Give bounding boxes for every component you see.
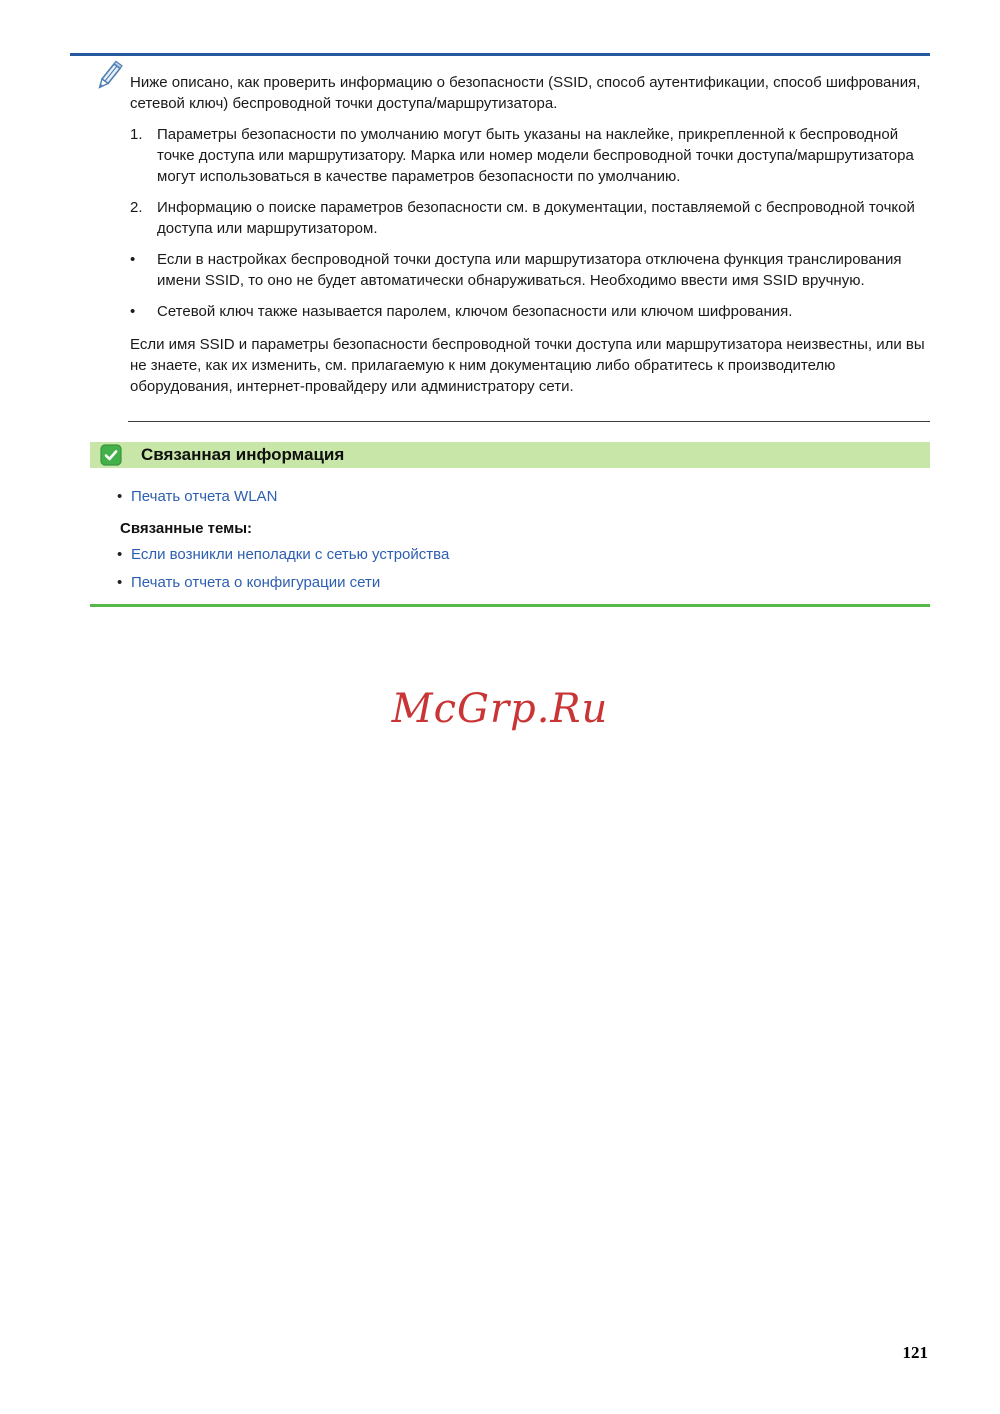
note-bullet-item xyxy=(130,301,930,322)
link-network-troubleshooting[interactable]: Если возникли неполадки с сетью устройства xyxy=(131,545,450,563)
list-bullet: • xyxy=(130,303,136,320)
note-item-text: Параметры безопасности по умолчанию могут быть указаны на наклейке, прикрепленной к беспроводной точке доступа или маршрутизатору. Марка или номер модели беспроводной точки доступа/маршрутизатора могут использоваться в качестве параметров безопасности по умолчанию. xyxy=(157,126,914,185)
related-topics-title: Связанные темы: xyxy=(120,519,253,537)
page-number: 121 xyxy=(902,1343,928,1362)
note-item-text: Информацию о поиске параметров безопасности см. в документации, поставляемой с беспроводной точкой доступа или маршрутизатором. xyxy=(157,199,915,237)
list-bullet: • xyxy=(117,488,123,505)
checkmark-icon xyxy=(100,444,122,466)
note-item-text: Сетевой ключ также называется паролем, ключом безопасности или ключом шифрования. xyxy=(157,303,793,320)
link-network-config-report[interactable]: Печать отчета о конфигурации сети xyxy=(131,573,381,591)
related-topic-item xyxy=(90,574,930,593)
list-bullet: • xyxy=(117,573,123,591)
note-item-text: Если в настройках беспроводной точки доступа или маршрутизатора отключена функция транслирования имени SSID, то оно не будет автоматически обнаруживаться. Необходимо ввести имя SSID вручную. xyxy=(157,251,902,289)
note-numbered-item xyxy=(130,197,930,239)
watermark-text: McGrp.Ru xyxy=(391,686,609,732)
related-info-header xyxy=(90,442,930,468)
note-intro-text: Ниже описано, как проверить информацию о безопасности (SSID, способ аутентификации, способ шифрования, сетевой ключ) беспроводной точки доступа/маршрутизатора. xyxy=(130,74,921,112)
related-topic-item xyxy=(90,546,930,565)
note-bottom-divider xyxy=(128,421,930,422)
related-info-section xyxy=(90,442,930,607)
note-numbered-item xyxy=(130,124,930,187)
related-link-item xyxy=(90,488,930,507)
note-block xyxy=(130,72,930,397)
list-number: 1. xyxy=(130,126,143,143)
note-closing-text: Если имя SSID и параметры безопасности беспроводной точки доступа или маршрутизатора неизвестны, или вы не знаете, как их изменить, см. прилагаемую к ним документацию либо обратитесь к производителю оборудования, интернет-провайдеру или администратору сети. xyxy=(130,336,925,395)
note-bullet-item xyxy=(130,249,930,291)
list-bullet: • xyxy=(117,545,123,563)
link-wlan-report[interactable]: Печать отчета WLAN xyxy=(131,488,278,505)
related-bottom-divider xyxy=(90,604,930,607)
pencil-note-icon xyxy=(90,60,123,89)
top-divider xyxy=(70,53,930,56)
list-number: 2. xyxy=(130,199,143,216)
related-info-title: Связанная информация xyxy=(141,445,345,464)
list-bullet: • xyxy=(130,251,136,268)
